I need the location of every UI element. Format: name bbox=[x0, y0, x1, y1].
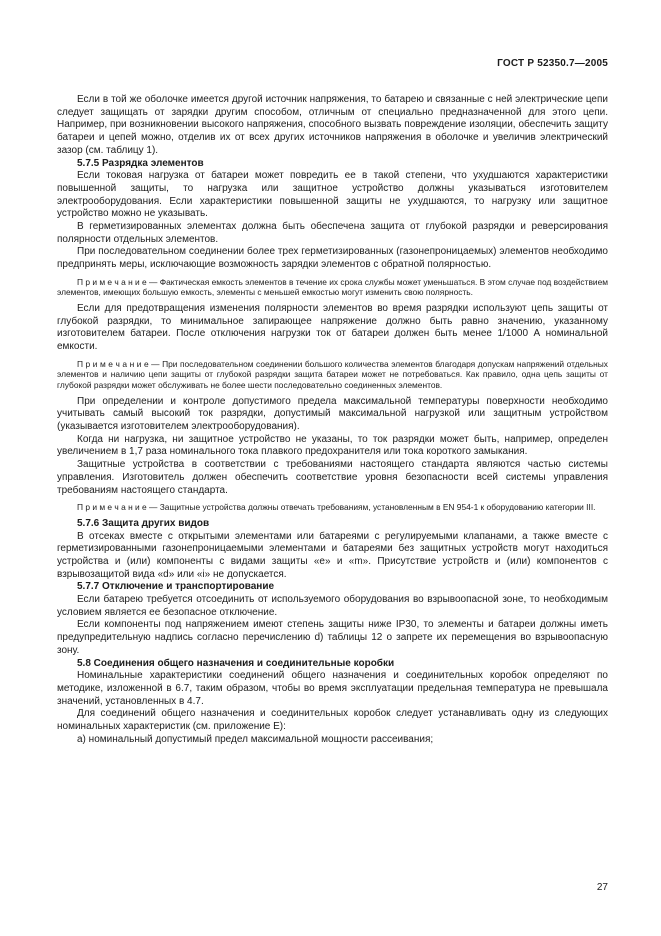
body-paragraph: Когда ни нагрузка, ни защитное устройство не указаны, то ток разрядки может быть, например, определен увеличением в 1,7 раза номинального тока плавкого предохранителя или тока короткого замыкания. bbox=[57, 433, 608, 458]
body-paragraph: Если токовая нагрузка от батареи может повредить ее в такой степени, что ухудшаются характеристики повышенной защиты, то нагрузка или защитное устройство должны указываться изготовителем электрооборудования. Если характеристики повышенной защиты не ухудшаются, то нагрузку или защитное устройство можно не указывать. bbox=[57, 170, 608, 220]
body-paragraph: Если в той же оболочке имеется другой источник напряжения, то батарею и связанные с ней электрические цепи следует защищать от зарядки другим способом, отличным от специально предназначенной для этого цепи. Например, при возникновении высокого напряжения, способного вызвать повреждение изоляции, обеспечить защиту батареи и цепей можно, отделив их от всех других источников напряжения в оболочке и увеличив электрический зазор (см. таблицу 1). bbox=[57, 94, 608, 156]
body-paragraph: Номинальные характеристики соединений общего назначения и соединительных коробок определяют по методике, изложенной в 6.7, таким образом, чтобы во время эксплуатации предельная температура не превышала значений, установленных в 4.7. bbox=[57, 670, 608, 707]
body-paragraph: Для соединений общего назначения и соединительных коробок следует устанавливать одну из следующих номинальных характеристик (см. приложение Е): bbox=[57, 708, 608, 733]
body-paragraph: Если компоненты под напряжением имеют степень защиты ниже IP30, то элементы и батареи должны иметь предупредительную надпись согласно перечислению d) таблицы 12 о запрете их перемещения во взрывоопасную зону. bbox=[57, 619, 608, 656]
note-paragraph: П р и м е ч а н и е — Защитные устройства должны отвечать требованиям, установленным в EN 954-1 к оборудованию категории III. bbox=[77, 502, 596, 513]
section-heading: 5.7.7 Отключение и транспортирование bbox=[77, 581, 275, 593]
body-paragraph: При определении и контроле допустимого предела максимальной температуры поверхности необходимо учитывать самый высокий ток разрядки, допустимый максимальной нагрузкой или защитным устройством (указывается изготовителем электрооборудования). bbox=[57, 395, 608, 433]
page-number: 27 bbox=[596, 882, 608, 893]
doc-number: ГОСТ Р 52350.7—2005 bbox=[497, 58, 608, 69]
section-heading: 5.7.6 Защита других видов bbox=[77, 517, 210, 529]
note-paragraph: П р и м е ч а н и е — Фактическая емкость элементов в течение их срока службы может уменьшаться. В этом случае под воздействием элементов, имеющих большую емкость, элементы с меньшей емкостью могут изменить свою полярность. bbox=[57, 276, 608, 298]
body-paragraph: В герметизированных элементах должна быть обеспечена защита от глубокой разрядки и реверсирования полярности отдельных элементов. bbox=[57, 221, 608, 245]
document-body bbox=[57, 94, 608, 747]
body-paragraph: Защитные устройства в соответствии с требованиями настоящего стандарта являются частью системы управления. Изготовитель должен обеспечить соответствие уровня безопасности всей системы управления требованиям настоящего стандарта. bbox=[57, 459, 608, 496]
section-heading: 5.7.5 Разрядка элементов bbox=[77, 157, 204, 169]
body-paragraph: Если для предотвращения изменения полярности элементов во время разрядки используют цепь защиты от глубокой разрядки, то минимальное запирающее напряжение должно быть равно значению, указанному изготовителем батареи. После отключения нагрузки ток от батареи должен быть менее 1/1000 А номинальной емкости. bbox=[57, 303, 608, 353]
body-paragraph: При последовательном соединении более трех герметизированных (газонепроницаемых) элементов необходимо предпринять меры, исключающие возможность зарядки элементов с обратной полярностью. bbox=[57, 246, 608, 271]
section-heading: 5.8 Соединения общего назначения и соединительные коробки bbox=[77, 657, 395, 669]
body-paragraph: В отсеках вместе с открытыми элементами или батареями с регулируемыми клапанами, а также вместе с герметизированными газонепроницаемыми элементами и батареями без защитных устройств могут находиться устройства и (или) компоненты с видами защиты «е» и «m». Присутствие устройств и (или) компонентов с взрывозащитой вида «d» или «i» не допускается. bbox=[57, 530, 608, 580]
note-paragraph: П р и м е ч а н и е — При последовательном соединении большого количества элементов благодаря допускам напряжений отдельных элементов и наличию цепи защиты от глубокой разрядки защита батареи может не потребоваться. Как правило, одна цепь защиты от глубокой разрядки может обслуживать не более шести последовательно соединенных элементов. bbox=[57, 358, 608, 391]
list-item: а) номинальный допустимый предел максимальной мощности рассеивания; bbox=[77, 733, 434, 745]
document-page bbox=[57, 58, 608, 747]
body-paragraph: Если батарею требуется отсоединить от используемого оборудования во взрывоопасной зоне, то необходимым условием является ее безопасное отключение. bbox=[57, 594, 608, 618]
